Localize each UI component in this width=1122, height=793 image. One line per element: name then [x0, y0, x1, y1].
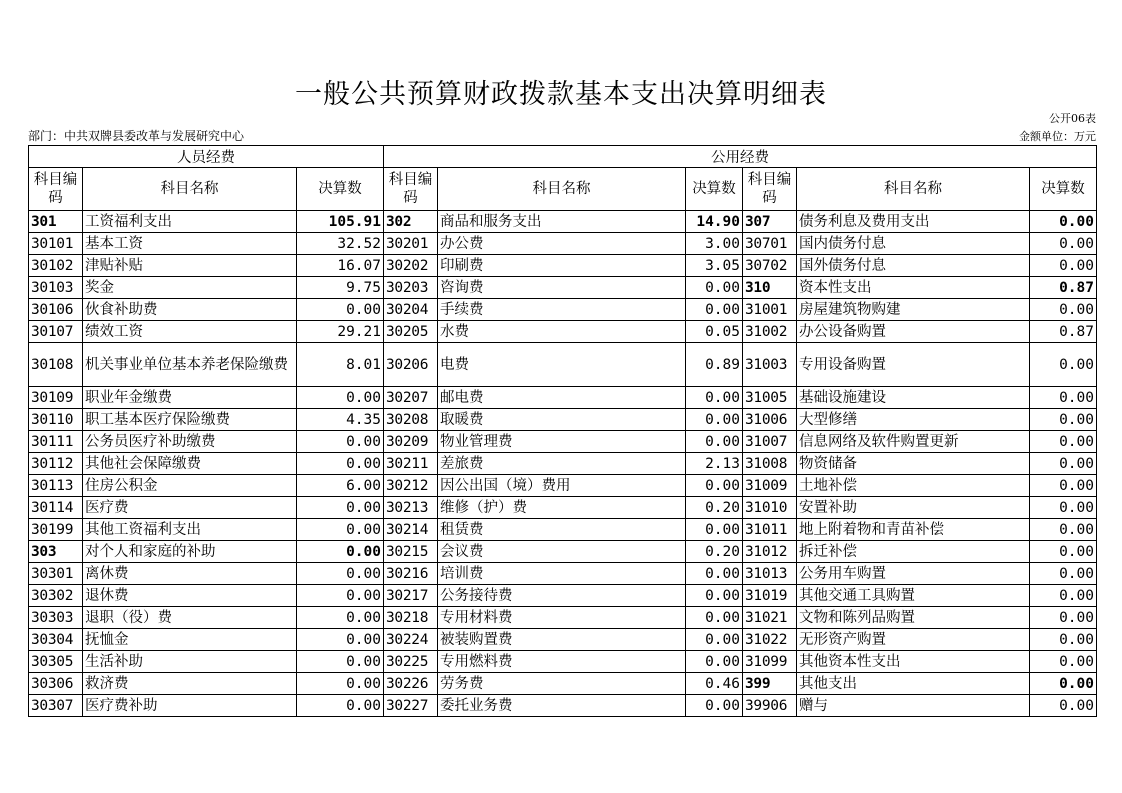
subject-code-cell: 30209	[384, 431, 438, 453]
subject-code-cell: 30108	[29, 343, 83, 387]
subject-code-cell: 30205	[384, 321, 438, 343]
amount-cell: 0.00	[686, 277, 743, 299]
subject-code-cell: 31003	[743, 343, 797, 387]
subject-code-cell: 31005	[743, 387, 797, 409]
subject-name-cell: 基础设施建设	[797, 387, 1030, 409]
subject-code-cell: 307	[743, 211, 797, 233]
subject-name-cell: 差旅费	[438, 453, 686, 475]
amount-cell: 0.00	[1030, 431, 1097, 453]
subject-name-cell: 绩效工资	[83, 321, 297, 343]
subject-code-cell: 30203	[384, 277, 438, 299]
subject-name-cell: 物资储备	[797, 453, 1030, 475]
page-title: 一般公共预算财政拨款基本支出决算明细表	[295, 79, 827, 110]
subject-code-cell: 31009	[743, 475, 797, 497]
amount-cell: 0.00	[1030, 453, 1097, 475]
table-row	[29, 585, 1097, 607]
subject-code-cell: 31019	[743, 585, 797, 607]
amount-cell: 0.00	[297, 607, 384, 629]
subject-code-cell: 30109	[29, 387, 83, 409]
subject-code-cell: 30227	[384, 695, 438, 717]
col-header-code: 科目编码	[743, 168, 797, 211]
amount-cell: 8.01	[297, 343, 384, 387]
subject-name-cell: 土地补偿	[797, 475, 1030, 497]
table-row	[29, 475, 1097, 497]
col-header-amount: 决算数	[686, 168, 743, 211]
amount-cell: 6.00	[297, 475, 384, 497]
col-header-name: 科目名称	[797, 168, 1030, 211]
table-code-label: 公开06表	[1049, 112, 1096, 125]
subject-code-cell: 30214	[384, 519, 438, 541]
subject-name-cell: 资本性支出	[797, 277, 1030, 299]
subject-name-cell: 房屋建筑物购建	[797, 299, 1030, 321]
amount-cell: 0.00	[297, 541, 384, 563]
subject-code-cell: 310	[743, 277, 797, 299]
subject-name-cell: 无形资产购置	[797, 629, 1030, 651]
subject-code-cell: 301	[29, 211, 83, 233]
subject-name-cell: 咨询费	[438, 277, 686, 299]
subject-code-cell: 30113	[29, 475, 83, 497]
amount-cell: 0.00	[1030, 607, 1097, 629]
subject-code-cell: 303	[29, 541, 83, 563]
amount-cell: 0.87	[1030, 277, 1097, 299]
amount-cell: 14.90	[686, 211, 743, 233]
subject-code-cell: 30218	[384, 607, 438, 629]
subject-code-cell: 30208	[384, 409, 438, 431]
table-row	[29, 299, 1097, 321]
amount-cell: 0.00	[1030, 695, 1097, 717]
subject-name-cell: 地上附着物和青苗补偿	[797, 519, 1030, 541]
subject-code-cell: 30211	[384, 453, 438, 475]
subject-code-cell: 30103	[29, 277, 83, 299]
subject-name-cell: 物业管理费	[438, 431, 686, 453]
amount-cell: 0.00	[1030, 299, 1097, 321]
subject-name-cell: 医疗费	[83, 497, 297, 519]
amount-cell: 0.00	[297, 563, 384, 585]
table-row	[29, 541, 1097, 563]
subject-name-cell: 国内债务付息	[797, 233, 1030, 255]
subject-code-cell: 30207	[384, 387, 438, 409]
subject-code-cell: 30215	[384, 541, 438, 563]
amount-cell: 0.00	[1030, 233, 1097, 255]
amount-cell: 0.00	[686, 519, 743, 541]
subject-name-cell: 专用设备购置	[797, 343, 1030, 387]
subject-code-cell: 30114	[29, 497, 83, 519]
table-row	[29, 453, 1097, 475]
subject-code-cell: 31013	[743, 563, 797, 585]
subject-name-cell: 其他支出	[797, 673, 1030, 695]
amount-cell: 9.75	[297, 277, 384, 299]
subject-name-cell: 手续费	[438, 299, 686, 321]
table-row	[29, 277, 1097, 299]
amount-cell: 0.46	[686, 673, 743, 695]
subject-name-cell: 邮电费	[438, 387, 686, 409]
amount-cell: 0.00	[686, 299, 743, 321]
subject-name-cell: 伙食补助费	[83, 299, 297, 321]
col-header-amount: 决算数	[297, 168, 384, 211]
table-body	[29, 211, 1097, 717]
amount-cell: 0.00	[297, 629, 384, 651]
amount-cell: 0.00	[686, 431, 743, 453]
subject-code-cell: 30701	[743, 233, 797, 255]
table-row	[29, 695, 1097, 717]
subject-name-cell: 津贴补贴	[83, 255, 297, 277]
col-header-code: 科目编码	[29, 168, 83, 211]
amount-cell: 0.00	[297, 299, 384, 321]
amount-cell: 0.20	[686, 497, 743, 519]
subject-name-cell: 电费	[438, 343, 686, 387]
subject-code-cell: 30110	[29, 409, 83, 431]
subject-code-cell: 31007	[743, 431, 797, 453]
subject-code-cell: 31001	[743, 299, 797, 321]
table-row	[29, 563, 1097, 585]
amount-cell: 4.35	[297, 409, 384, 431]
subject-code-cell: 30217	[384, 585, 438, 607]
subject-name-cell: 退职（役）费	[83, 607, 297, 629]
col-header-name: 科目名称	[83, 168, 297, 211]
amount-cell: 0.00	[686, 475, 743, 497]
amount-cell: 32.52	[297, 233, 384, 255]
subject-name-cell: 商品和服务支出	[438, 211, 686, 233]
col-header-code: 科目编码	[384, 168, 438, 211]
subject-code-cell: 30213	[384, 497, 438, 519]
subject-name-cell: 机关事业单位基本养老保险缴费	[83, 343, 297, 387]
subject-code-cell: 31011	[743, 519, 797, 541]
subject-name-cell: 其他社会保障缴费	[83, 453, 297, 475]
subject-code-cell: 30305	[29, 651, 83, 673]
subject-name-cell: 因公出国（境）费用	[438, 475, 686, 497]
subject-code-cell: 31002	[743, 321, 797, 343]
subject-name-cell: 债务利息及费用支出	[797, 211, 1030, 233]
subject-name-cell: 安置补助	[797, 497, 1030, 519]
amount-cell: 0.00	[1030, 387, 1097, 409]
subject-name-cell: 离休费	[83, 563, 297, 585]
subject-code-cell: 30301	[29, 563, 83, 585]
amount-cell: 0.00	[1030, 629, 1097, 651]
subject-name-cell: 会议费	[438, 541, 686, 563]
subject-name-cell: 职业年金缴费	[83, 387, 297, 409]
amount-cell: 0.20	[686, 541, 743, 563]
subject-code-cell: 30204	[384, 299, 438, 321]
table-row	[29, 343, 1097, 387]
table-row	[29, 255, 1097, 277]
subject-name-cell: 专用燃料费	[438, 651, 686, 673]
amount-cell: 0.00	[297, 431, 384, 453]
table-row	[29, 321, 1097, 343]
amount-cell: 2.13	[686, 453, 743, 475]
subject-name-cell: 其他工资福利支出	[83, 519, 297, 541]
table-row	[29, 673, 1097, 695]
amount-cell: 0.00	[1030, 585, 1097, 607]
amount-cell: 0.87	[1030, 321, 1097, 343]
table-row	[29, 519, 1097, 541]
department-label: 部门：中共双牌县委改革与发展研究中心	[28, 129, 245, 143]
subject-name-cell: 水费	[438, 321, 686, 343]
subject-code-cell: 39906	[743, 695, 797, 717]
subject-code-cell: 30226	[384, 673, 438, 695]
subject-name-cell: 办公费	[438, 233, 686, 255]
subject-name-cell: 信息网络及软件购置更新	[797, 431, 1030, 453]
amount-cell: 0.00	[1030, 673, 1097, 695]
amount-cell: 0.00	[1030, 475, 1097, 497]
subject-name-cell: 住房公积金	[83, 475, 297, 497]
amount-cell: 0.00	[686, 585, 743, 607]
subject-name-cell: 其他交通工具购置	[797, 585, 1030, 607]
amount-cell: 0.00	[686, 629, 743, 651]
amount-cell: 0.00	[1030, 541, 1097, 563]
amount-unit-label: 金额单位：万元	[1019, 130, 1096, 143]
subject-name-cell: 劳务费	[438, 673, 686, 695]
subject-code-cell: 30106	[29, 299, 83, 321]
amount-cell: 0.00	[686, 563, 743, 585]
subject-code-cell: 30199	[29, 519, 83, 541]
subject-name-cell: 文物和陈列品购置	[797, 607, 1030, 629]
subject-name-cell: 大型修缮	[797, 409, 1030, 431]
subject-name-cell: 退休费	[83, 585, 297, 607]
amount-cell: 0.00	[297, 651, 384, 673]
subject-code-cell: 31099	[743, 651, 797, 673]
table-row	[29, 211, 1097, 233]
subject-code-cell: 30307	[29, 695, 83, 717]
amount-cell: 0.00	[1030, 563, 1097, 585]
group-header-public: 公用经费	[384, 146, 1097, 168]
subject-name-cell: 公务接待费	[438, 585, 686, 607]
table-row	[29, 651, 1097, 673]
subject-code-cell: 30303	[29, 607, 83, 629]
subject-name-cell: 公务员医疗补助缴费	[83, 431, 297, 453]
subject-name-cell: 印刷费	[438, 255, 686, 277]
amount-cell: 29.21	[297, 321, 384, 343]
subject-code-cell: 30212	[384, 475, 438, 497]
table-row	[29, 431, 1097, 453]
subject-code-cell: 30224	[384, 629, 438, 651]
subject-name-cell: 维修（护）费	[438, 497, 686, 519]
subject-name-cell: 其他资本性支出	[797, 651, 1030, 673]
subject-name-cell: 拆迁补偿	[797, 541, 1030, 563]
amount-cell: 0.00	[686, 387, 743, 409]
subject-code-cell: 31012	[743, 541, 797, 563]
subject-code-cell: 30216	[384, 563, 438, 585]
table-row	[29, 409, 1097, 431]
group-header-personnel: 人员经费	[29, 146, 384, 168]
amount-cell: 0.00	[1030, 651, 1097, 673]
table-row	[29, 233, 1097, 255]
amount-cell: 0.89	[686, 343, 743, 387]
amount-cell: 0.05	[686, 321, 743, 343]
amount-cell: 0.00	[1030, 519, 1097, 541]
amount-cell: 0.00	[297, 453, 384, 475]
subject-name-cell: 国外债务付息	[797, 255, 1030, 277]
amount-cell: 0.00	[1030, 343, 1097, 387]
subject-code-cell: 31010	[743, 497, 797, 519]
amount-cell: 0.00	[1030, 497, 1097, 519]
expenditure-detail-table	[28, 145, 1097, 717]
table-row	[29, 387, 1097, 409]
subject-name-cell: 职工基本医疗保险缴费	[83, 409, 297, 431]
subject-name-cell: 办公设备购置	[797, 321, 1030, 343]
subject-code-cell: 31008	[743, 453, 797, 475]
subject-name-cell: 租赁费	[438, 519, 686, 541]
subject-name-cell: 赠与	[797, 695, 1030, 717]
amount-cell: 0.00	[297, 673, 384, 695]
amount-cell: 0.00	[297, 585, 384, 607]
subject-code-cell: 30206	[384, 343, 438, 387]
subject-name-cell: 培训费	[438, 563, 686, 585]
amount-cell: 0.00	[1030, 255, 1097, 277]
subject-name-cell: 救济费	[83, 673, 297, 695]
subject-name-cell: 对个人和家庭的补助	[83, 541, 297, 563]
subject-code-cell: 399	[743, 673, 797, 695]
subject-code-cell: 31021	[743, 607, 797, 629]
subject-code-cell: 30302	[29, 585, 83, 607]
amount-cell: 3.05	[686, 255, 743, 277]
subject-name-cell: 生活补助	[83, 651, 297, 673]
subject-code-cell: 30102	[29, 255, 83, 277]
table-row	[29, 607, 1097, 629]
amount-cell: 3.00	[686, 233, 743, 255]
subject-code-cell: 30111	[29, 431, 83, 453]
subject-name-cell: 工资福利支出	[83, 211, 297, 233]
subject-code-cell: 30107	[29, 321, 83, 343]
subject-name-cell: 取暖费	[438, 409, 686, 431]
subject-code-cell: 30202	[384, 255, 438, 277]
subject-name-cell: 奖金	[83, 277, 297, 299]
subject-name-cell: 基本工资	[83, 233, 297, 255]
amount-cell: 0.00	[297, 519, 384, 541]
amount-cell: 0.00	[686, 695, 743, 717]
subject-code-cell: 30201	[384, 233, 438, 255]
subject-code-cell: 31006	[743, 409, 797, 431]
amount-cell: 105.91	[297, 211, 384, 233]
amount-cell: 0.00	[1030, 211, 1097, 233]
amount-cell: 0.00	[297, 695, 384, 717]
col-header-amount: 决算数	[1030, 168, 1097, 211]
subject-code-cell: 30702	[743, 255, 797, 277]
amount-cell: 0.00	[297, 497, 384, 519]
table-row	[29, 497, 1097, 519]
subject-code-cell: 31022	[743, 629, 797, 651]
subject-code-cell: 30112	[29, 453, 83, 475]
amount-cell: 16.07	[297, 255, 384, 277]
subject-code-cell: 30306	[29, 673, 83, 695]
subject-name-cell: 抚恤金	[83, 629, 297, 651]
subject-name-cell: 医疗费补助	[83, 695, 297, 717]
amount-cell: 0.00	[686, 651, 743, 673]
table-row	[29, 629, 1097, 651]
amount-cell: 0.00	[686, 607, 743, 629]
subject-code-cell: 302	[384, 211, 438, 233]
subject-name-cell: 委托业务费	[438, 695, 686, 717]
subject-name-cell: 被装购置费	[438, 629, 686, 651]
amount-cell: 0.00	[686, 409, 743, 431]
subject-code-cell: 30101	[29, 233, 83, 255]
subject-code-cell: 30225	[384, 651, 438, 673]
subject-name-cell: 专用材料费	[438, 607, 686, 629]
subject-name-cell: 公务用车购置	[797, 563, 1030, 585]
amount-cell: 0.00	[297, 387, 384, 409]
col-header-name: 科目名称	[438, 168, 686, 211]
subject-code-cell: 30304	[29, 629, 83, 651]
amount-cell: 0.00	[1030, 409, 1097, 431]
